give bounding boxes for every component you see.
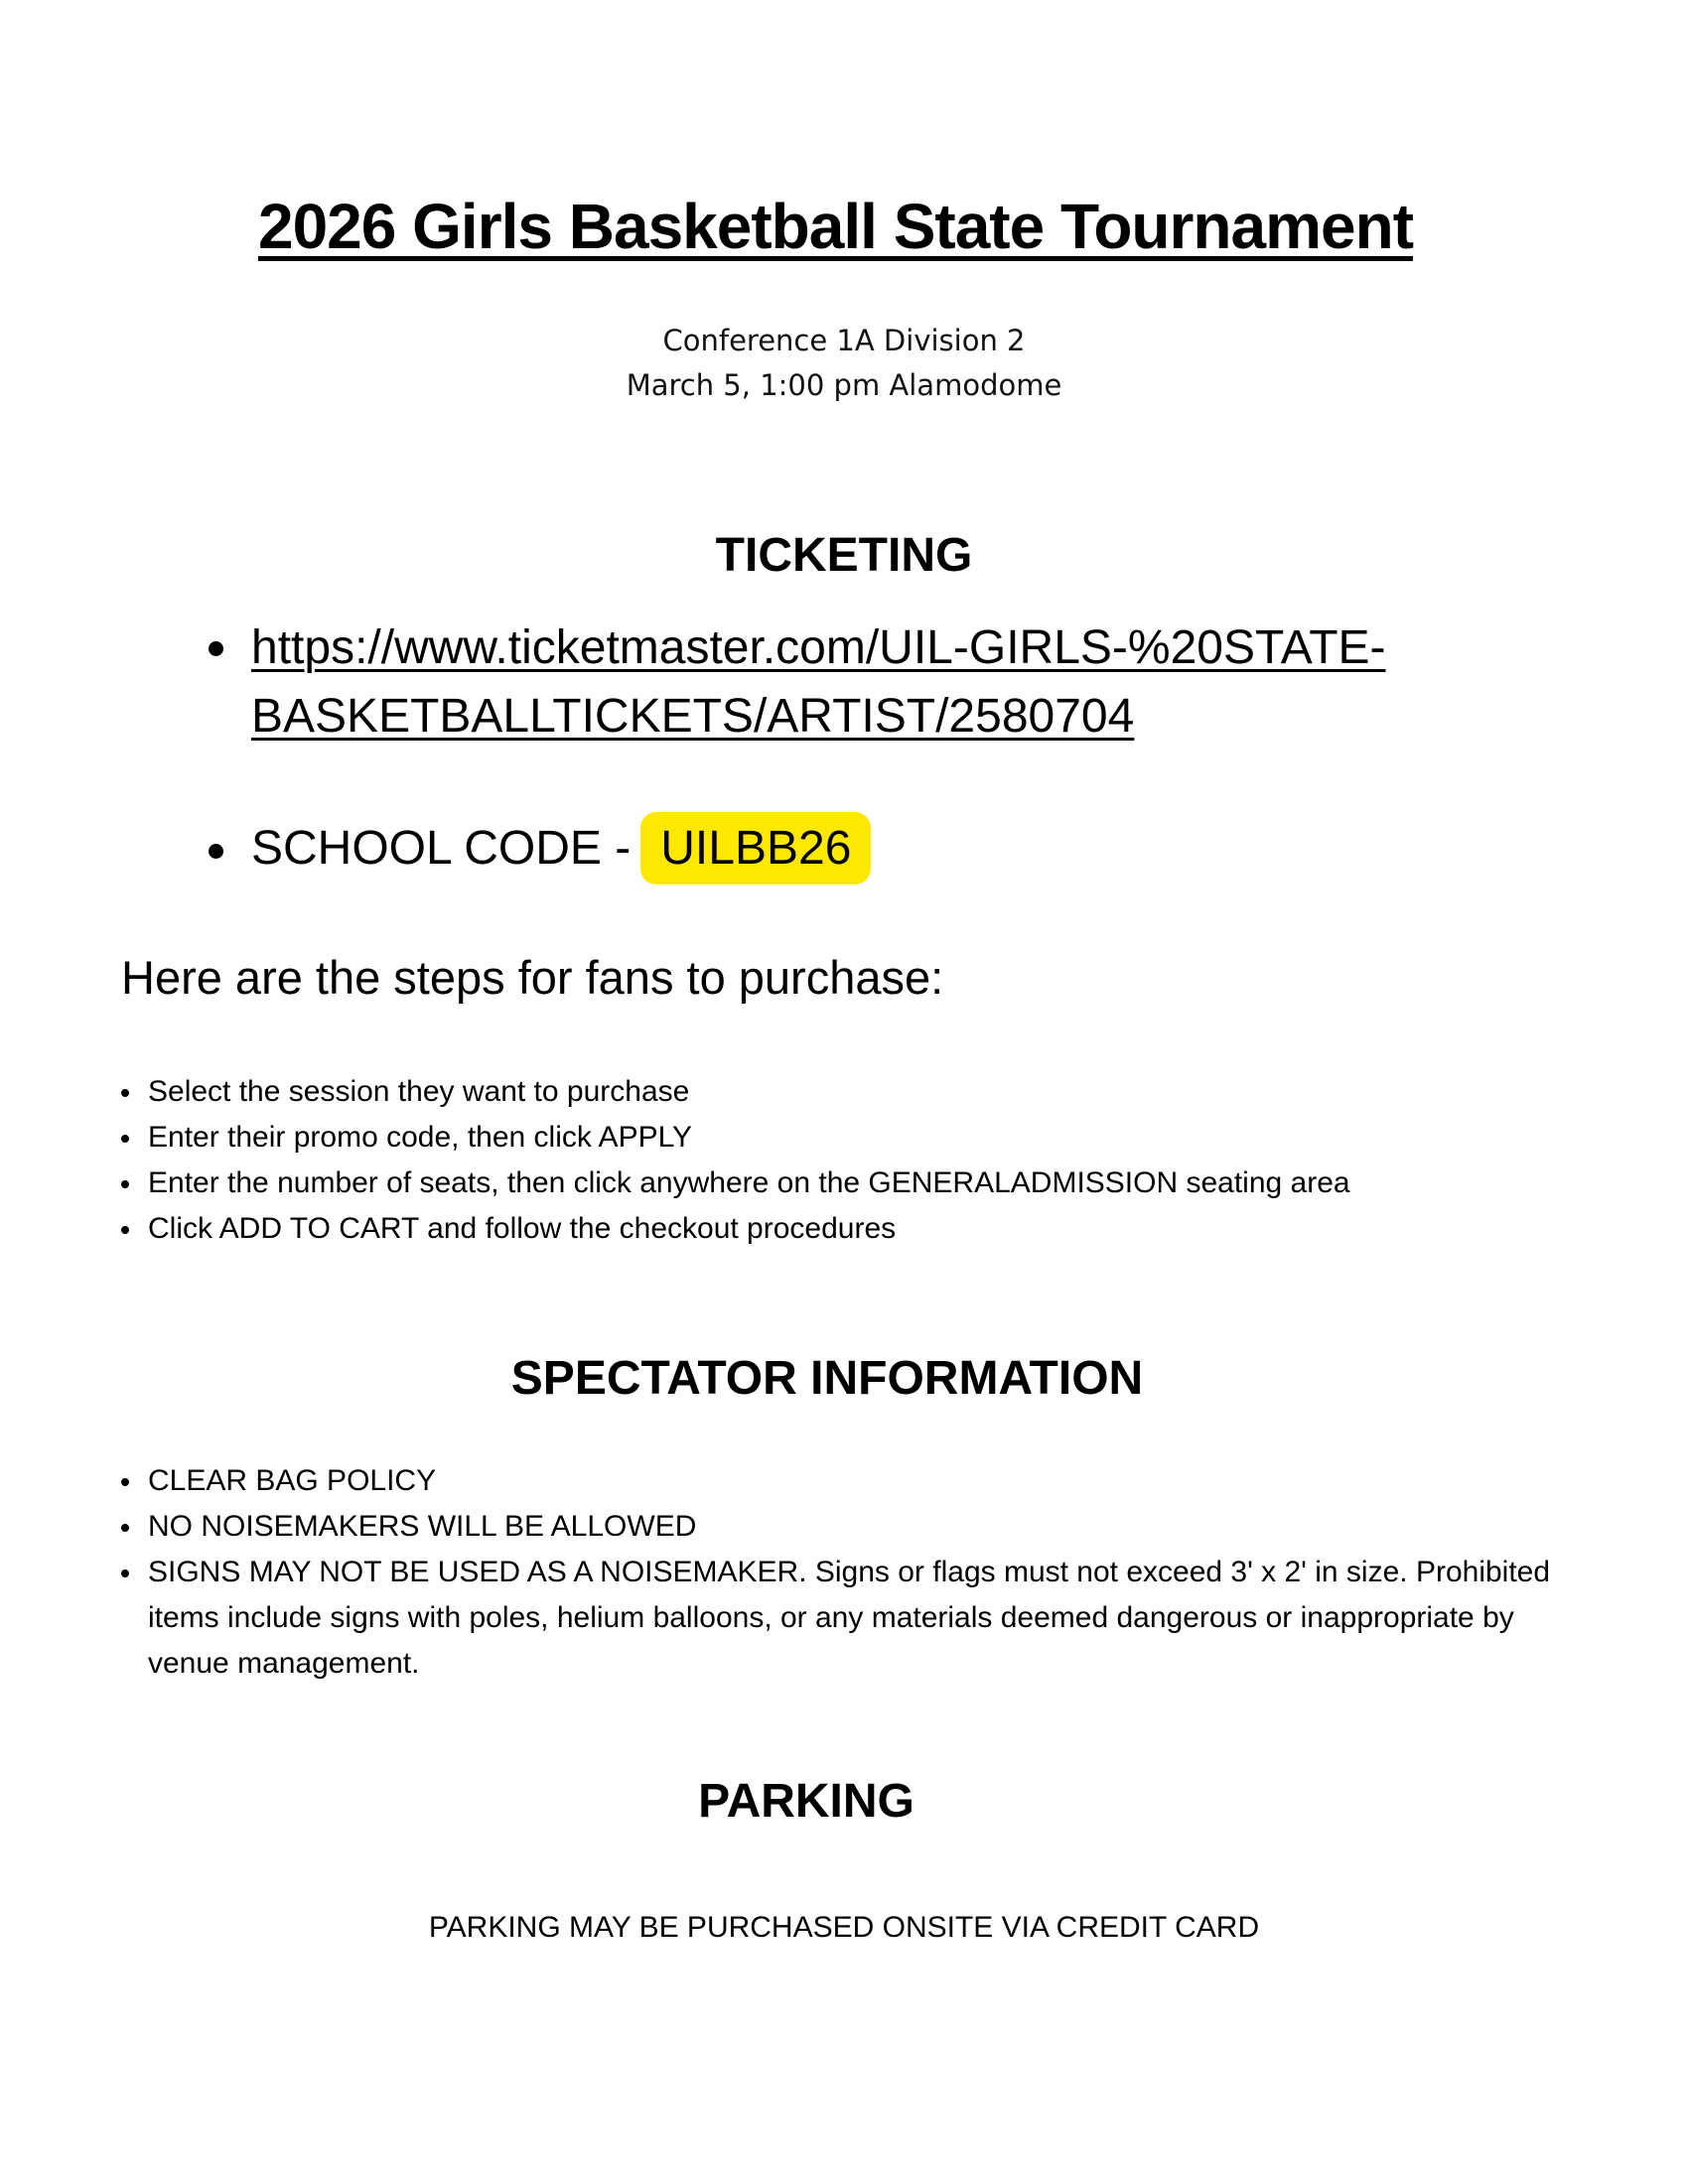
parking-text: PARKING MAY BE PURCHASED ONSITE VIA CREDIT CARD [428,1911,1260,1944]
steps-intro: Here are the steps for fans to purchase: [121,951,944,1004]
ticket-link-container [251,614,1542,751]
page-title: 2026 Girls Basketball State Tournament [257,191,1414,262]
list-item: CLEAR BAG POLICY [121,1458,1581,1504]
parking-heading: PARKING [698,1775,914,1828]
bullet-icon [209,844,223,859]
list-item: Enter their promo code, then click APPLY [121,1115,1591,1160]
list-item: Enter the number of seats, then click anywhere on the GENERALADMISSION seating area [121,1160,1591,1206]
list-item: Click ADD TO CART and follow the checkout procedures [121,1206,1591,1252]
spectator-heading: SPECTATOR INFORMATION [510,1352,1144,1405]
url-line-1: https://www.ticketmaster.com/UIL-GIRLS-%20STATE- [251,621,1386,674]
conference-info: Conference 1A Division 2 [662,324,1026,357]
url-line-2: BASKETBALLTICKETS/ARTIST/2580704 [251,690,1135,743]
school-code-badge: UILBB26 [640,812,871,885]
ticketmaster-link[interactable] [251,621,1386,743]
school-code-label: SCHOOL CODE - [251,822,632,875]
list-item: Select the session they want to purchase [121,1069,1591,1115]
school-code-row [251,812,871,885]
bullet-icon [209,641,223,656]
list-item: NO NOISEMAKERS WILL BE ALLOWED [121,1504,1581,1550]
steps-list [121,1069,1591,1252]
spectator-list [121,1458,1581,1687]
ticketing-heading: TICKETING [715,529,973,582]
list-item: SIGNS MAY NOT BE USED AS A NOISEMAKER. Signs or flags must not exceed 3' x 2' in size. Prohibited items include signs with poles, helium balloons, or any materials deemed dangerous or inappropriate by venue management. [121,1550,1581,1687]
date-venue-info: March 5, 1:00 pm Alamodome [626,368,1062,402]
